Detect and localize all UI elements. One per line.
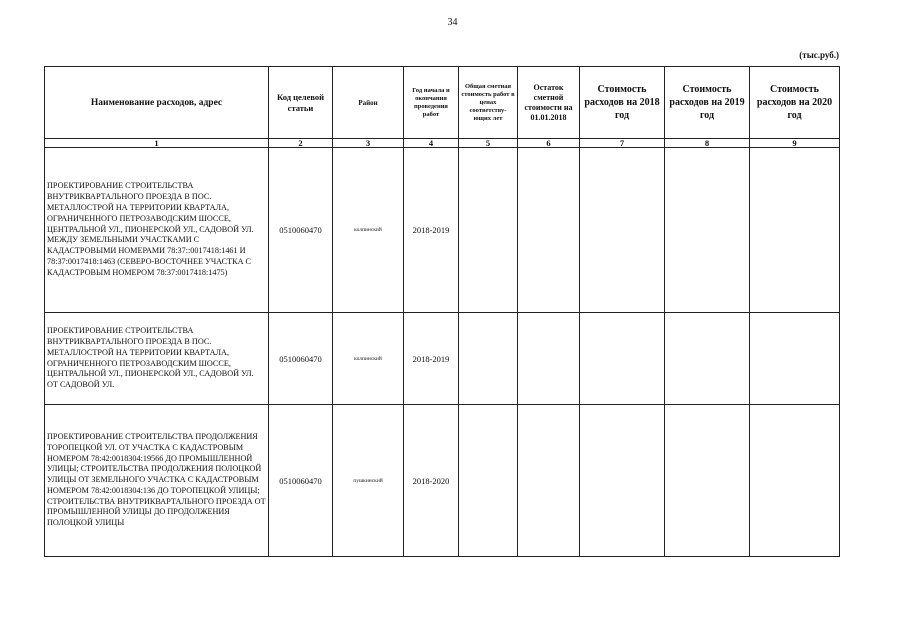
col-header-cost-2018: Стоимость расходов на 2018 год [580,67,665,139]
col-header-cost-2020: Стоимость расходов на 2020 год [750,67,840,139]
col-header-remaining-cost: Остаток сметной стоимости на 01.01.2018 [518,67,580,139]
table-row [45,148,840,313]
row-remaining-cost [518,405,580,557]
row-cost-2020 [750,313,840,405]
table-row [45,313,840,405]
col-number: 1 [45,139,269,148]
row-total-cost [459,148,518,313]
col-number: 6 [518,139,580,148]
row-remaining-cost [518,313,580,405]
row-cost-2018 [580,313,665,405]
col-number: 7 [580,139,665,148]
header-row [45,67,840,139]
row-name: ПРОЕКТИРОВАНИЕ СТРОИТЕЛЬСТВА ПРОДОЛЖЕНИЯ ТОРОПЕЦКОЙ УЛ. ОТ УЧАСТКА С КАДАСТРОВЫМ НОМЕРОМ 78:42:0018304:19566 ДО ПРОМЫШЛЕННОЙ УЛИЦЫ; СТРОИТЕЛЬСТВА ПРОДОЛЖЕНИЯ ПОЛОЦКОЙ УЛИЦЫ ОТ ЗЕМЕЛЬНОГО УЧАСТКА С КАДАСТРОВЫМ НОМЕРОМ 78:42:0018304:136 ДО ТОРОПЕЦКОЙ УЛИЦЫ; СТРОИТЕЛЬСТВА ВНУТРИКВАРТАЛЬНОГО ПРОЕЗДА ОТ ПРОМЫШЛЕННОЙ УЛИЦЫ ДО ПРОДОЛЖЕНИЯ ПОЛОЦКОЙ УЛИЦЫ [45,405,269,557]
expenses-table [44,66,840,557]
row-years: 2018-2020 [404,405,459,557]
row-remaining-cost [518,148,580,313]
col-header-cost-2019: Стоимость расходов на 2019 год [665,67,750,139]
row-cost-2019 [665,313,750,405]
col-number: 5 [459,139,518,148]
row-code: 0510060470 [269,313,333,405]
row-name: ПРОЕКТИРОВАНИЕ СТРОИТЕЛЬСТВА ВНУТРИКВАРТАЛЬНОГО ПРОЕЗДА В ПОС. МЕТАЛЛОСТРОЙ НА ТЕРРИТОРИИ КВАРТАЛА, ОГРАНИЧЕННОГО ПЕТРОЗАВОДСКИМ ШОССЕ, ЦЕНТРАЛЬНОЙ УЛ., ПИОНЕРСКОЙ УЛ., САДОВОЙ УЛ. ОТ САДОВОЙ УЛ. [45,313,269,405]
col-number: 8 [665,139,750,148]
col-number: 4 [404,139,459,148]
row-cost-2020 [750,148,840,313]
row-cost-2019 [665,405,750,557]
col-header-total-cost: Общая сметная стоимость работ в ценах соответству-ющих лет [459,67,518,139]
row-name: ПРОЕКТИРОВАНИЕ СТРОИТЕЛЬСТВА ВНУТРИКВАРТАЛЬНОГО ПРОЕЗДА В ПОС. МЕТАЛЛОСТРОЙ НА ТЕРРИТОРИИ КВАРТАЛА, ОГРАНИЧЕННОГО ПЕТРОЗАВОДСКИМ ШОССЕ, ЦЕНТРАЛЬНОЙ УЛ., ПИОНЕРСКОЙ УЛ., САДОВОЙ УЛ. МЕЖДУ ЗЕМЕЛЬНЫМИ УЧАСТКАМИ С КАДАСТРОВЫМИ НОМЕРАМИ 78:37::0017418:1461 И 78:37:0017418:1463 (СЕВЕРО-ВОСТОЧНЕЕ УЧАСТКА С КАДАСТРОВЫМ НОМЕРОМ 78:37:0017418:1475) [45,148,269,313]
row-total-cost [459,405,518,557]
col-header-district: Район [333,67,404,139]
col-header-name: Наименование расходов, адрес [45,67,269,139]
units-label: (тыс.руб.) [799,50,839,60]
row-total-cost [459,313,518,405]
page-number: 34 [447,17,458,28]
col-number: 3 [333,139,404,148]
row-cost-2019 [665,148,750,313]
row-years: 2018-2019 [404,148,459,313]
row-code: 0510060470 [269,405,333,557]
row-code: 0510060470 [269,148,333,313]
row-cost-2020 [750,405,840,557]
row-district: колпинский [333,148,404,313]
row-years: 2018-2019 [404,313,459,405]
col-header-code: Код целевой статьи [269,67,333,139]
table-row [45,405,840,557]
row-district: пушкинский [333,405,404,557]
row-cost-2018 [580,405,665,557]
col-number: 2 [269,139,333,148]
col-number: 9 [750,139,840,148]
row-cost-2018 [580,148,665,313]
col-header-years: Год начала и окончания проведения работ [404,67,459,139]
row-district: колпинский [333,313,404,405]
column-number-row [45,139,840,148]
